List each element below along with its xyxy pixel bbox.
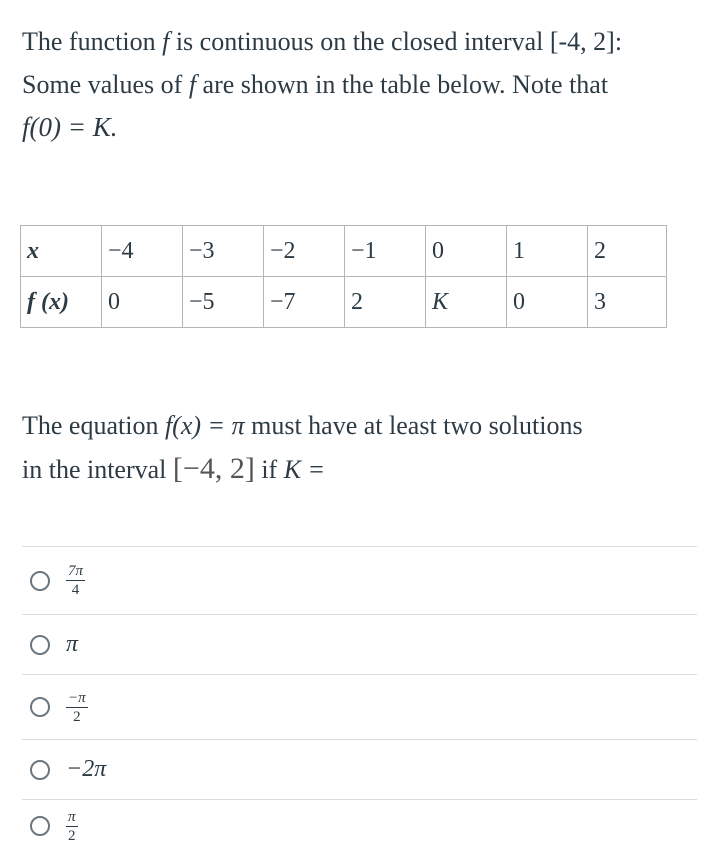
header-fx: f (x) [21,277,102,328]
x-cell: 0 [426,226,507,277]
fraction-denominator: 4 [71,582,80,598]
answer-option-3[interactable] [22,674,697,739]
radio-button[interactable] [30,697,50,717]
intro-text-4: are shown in the table below. Note that [196,70,609,99]
question-text-1: The equation [22,411,165,440]
answer-option-5[interactable] [22,799,697,852]
problem-intro [22,20,697,149]
answer-fraction [66,809,78,844]
fx-cell: −7 [264,277,345,328]
fx-cell: K [426,277,507,328]
question-tail: K = [283,455,326,484]
x-cell: −1 [345,226,426,277]
fraction-numerator: 7π [68,563,84,579]
table-row-x [21,226,667,277]
fx-cell: 3 [588,277,667,328]
answer-text: π [66,631,79,657]
question-text [22,404,697,491]
radio-button[interactable] [30,635,50,655]
radio-button[interactable] [30,571,50,591]
x-cell: 1 [507,226,588,277]
x-cell: −4 [102,226,183,277]
intro-text-1: The function [22,27,163,56]
question-equation: f(x) = π [164,411,245,440]
intro-text-3: Some values of [22,70,189,99]
answer-option-2[interactable] [22,614,697,674]
fx-cell: 2 [345,277,426,328]
x-cell: 2 [588,226,667,277]
function-symbol-2: f [188,70,197,99]
fraction-numerator: −π [68,689,86,706]
answer-option-1[interactable] [22,546,697,614]
answer-fraction [66,690,88,725]
question-interval: [−4, 2] [172,452,255,485]
answer-fraction [66,563,85,598]
question-text-2: must have at least two solutions [244,411,583,440]
function-symbol: f [162,27,170,56]
radio-button[interactable] [30,760,50,780]
answer-list [22,546,697,852]
fraction-numerator: π [68,808,76,825]
intro-text-2: is continuous on the closed interval [-4, 2]: [169,27,623,56]
fraction-denominator: 2 [68,827,76,844]
intro-equation: f(0) = K. [22,112,118,142]
x-cell: −2 [264,226,345,277]
fx-cell: 0 [507,277,588,328]
header-x: x [21,226,102,277]
radio-button[interactable] [30,816,50,836]
question-text-3: in the interval [22,455,173,484]
table-row-fx [21,277,667,328]
answer-option-4[interactable] [22,739,697,799]
values-table [20,225,667,328]
fx-cell: 0 [102,277,183,328]
x-cell: −3 [183,226,264,277]
fx-cell: −5 [183,277,264,328]
question-text-4: if [254,455,284,484]
answer-text: −2π [66,756,107,782]
fraction-denominator: 2 [73,708,81,725]
